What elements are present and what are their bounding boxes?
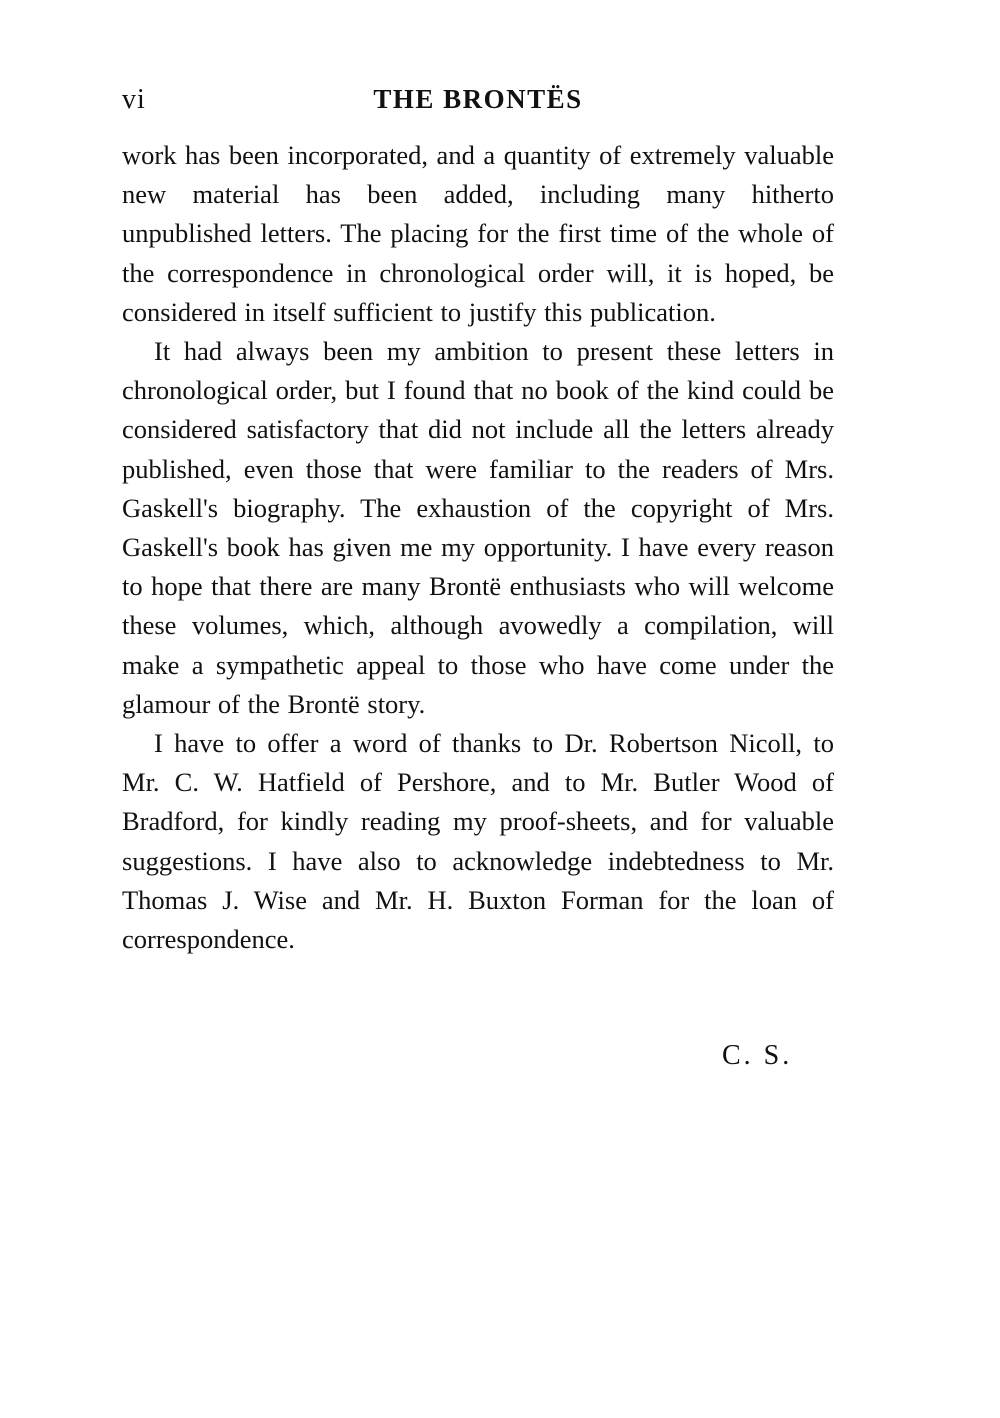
running-title: THE BRONTËS (373, 84, 583, 114)
paragraph-acknowledgements: I have to offer a word of thanks to Dr. Robertson Nicoll, to Mr. C. W. Hatfield of Pershore, and to Mr. Butler Wood of Bradford, for kindly reading my proof-sheets, and for valuable suggestions. I have also to acknowledge indebtedness to Mr. Thomas J. Wise and Mr. H. Buxton Forman for the loan of correspondence. (122, 728, 834, 955)
body-text (122, 136, 834, 959)
running-head (122, 84, 834, 120)
paragraph-ambition: It had always been my ambition to present these letters in chronological order, but I found that no book of the kind could be considered satisfactory that did not include all the letters already published, even those that were familiar to the readers of Mrs. Gaskell's biography. The exhaustion of the copyright of Mrs. Gaskell's book has given me my opportunity. I have every reason to hope that there are many Brontë enthusiasts who will welcome these volumes, which, although avowedly a compilation, will make a sympathetic appeal to those who have come under the glamour of the Brontë story. (122, 336, 834, 719)
signature-initials: C. S. (722, 1040, 793, 1071)
page-number: vi (122, 84, 146, 115)
paragraph-continuation: work has been incorporated, and a quantity of extremely valuable new material has been added, including many hitherto unpublished letters. The placing for the first time of the whole of the correspondence in chronological order will, it is hoped, be considered in itself sufficient to justify this publication. (122, 140, 834, 327)
